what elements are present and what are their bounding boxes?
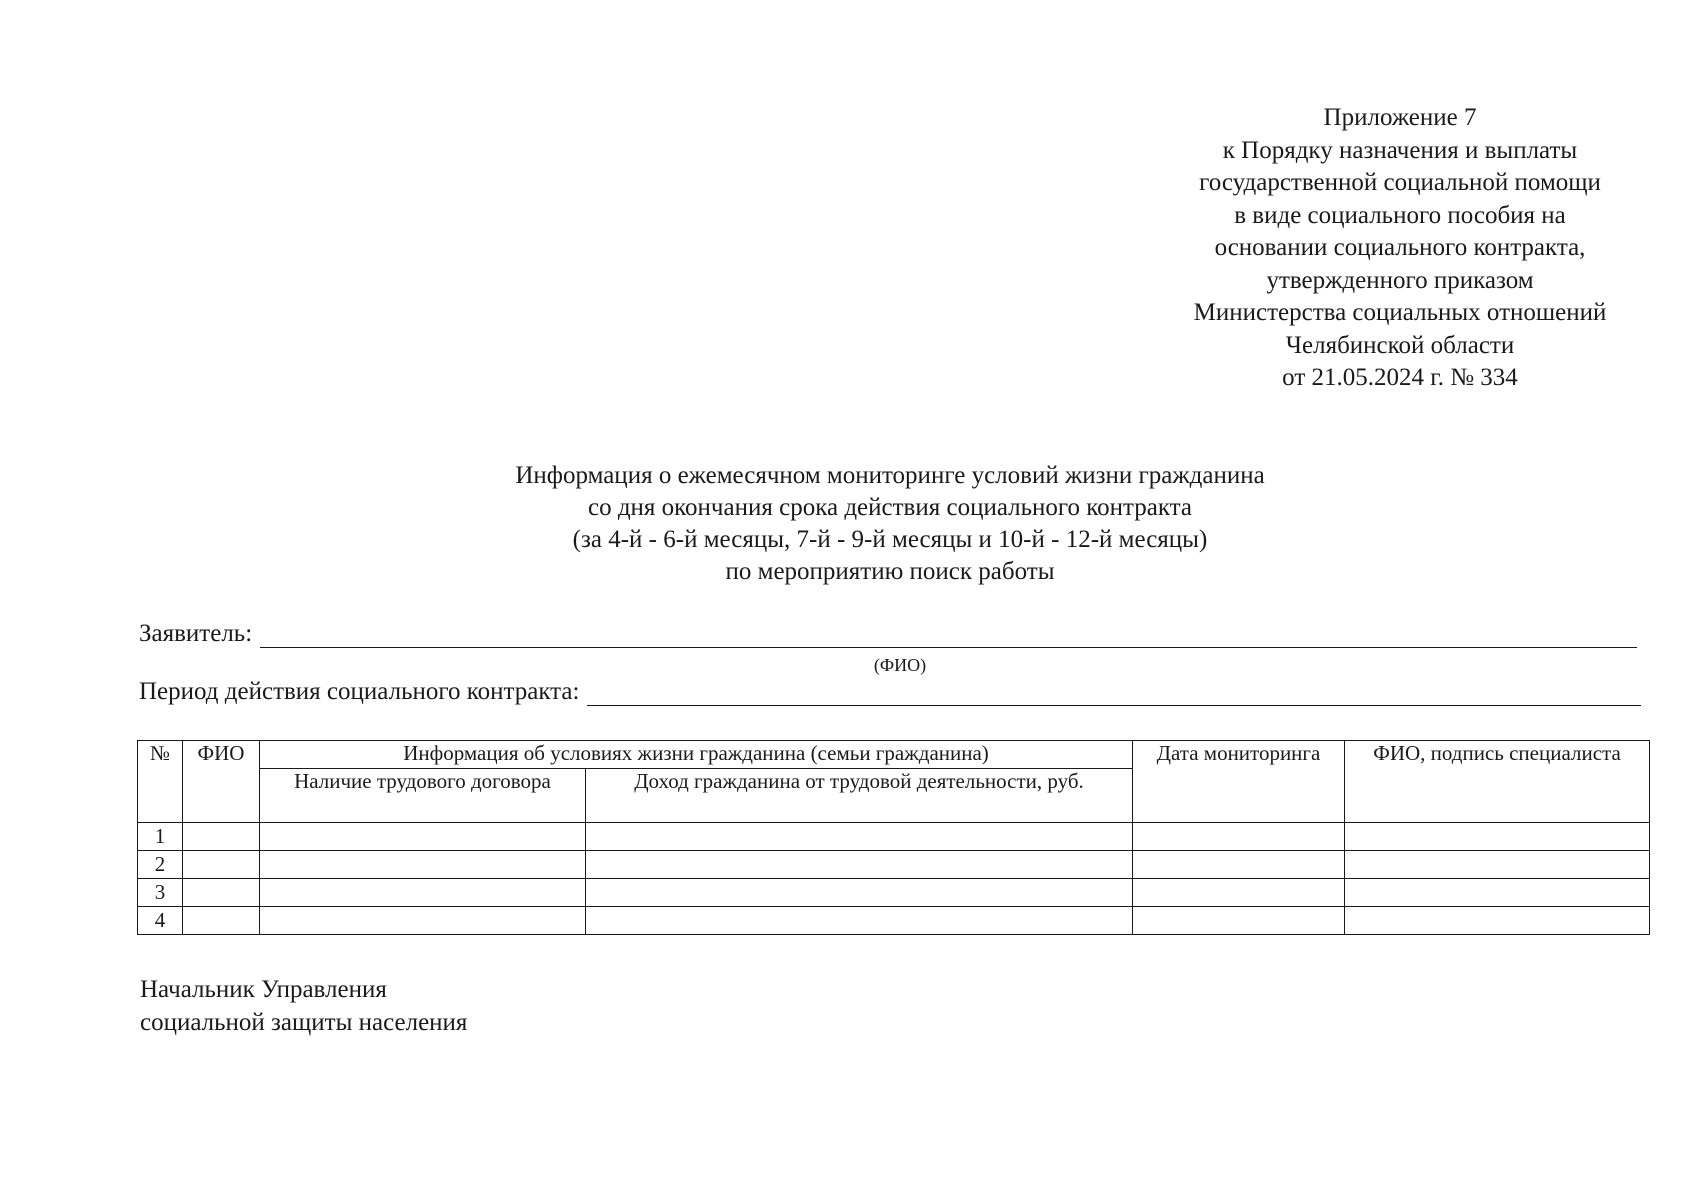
cell-specialist (1345, 907, 1650, 935)
appendix-line: от 21.05.2024 г. № 334 (1282, 364, 1518, 391)
cell-specialist (1345, 851, 1650, 879)
cell-fio (183, 851, 260, 879)
header-income: Доход гражданина от трудовой деятельности, руб. (586, 769, 1133, 823)
applicant-field (139, 620, 1637, 648)
table-row (138, 907, 1650, 935)
cell-income (586, 879, 1133, 907)
applicant-hint: (ФИО) (873, 655, 927, 675)
appendix-line: в виде социального пособия на (1234, 201, 1566, 229)
cell-contract (260, 907, 586, 935)
cell-fio (183, 907, 260, 935)
document-title (340, 460, 1440, 588)
appendix-line: государственной социальной помощи (1199, 169, 1601, 196)
signature-block (140, 974, 467, 1039)
appendix-block (1150, 102, 1650, 395)
appendix-line: Приложение 7 (1323, 104, 1477, 131)
signature-line-1: Начальник Управления (140, 976, 387, 1003)
cell-contract (260, 851, 586, 879)
cell-fio (183, 879, 260, 907)
appendix-line: Челябинской области (1285, 331, 1515, 359)
cell-date (1133, 907, 1345, 935)
signature-line-2: социальной защиты населения (140, 1008, 468, 1036)
cell-date (1133, 879, 1345, 907)
header-specialist: ФИО, подпись специалиста (1345, 741, 1650, 823)
header-date: Дата мониторинга (1133, 741, 1345, 823)
title-line: по мероприятию поиск работы (725, 558, 1055, 585)
row-number: 3 (138, 879, 183, 907)
appendix-line: основании социального контракта, (1214, 234, 1586, 261)
header-fio: ФИО (183, 741, 260, 823)
appendix-line: к Порядку назначения и выплаты (1222, 136, 1578, 164)
applicant-blank-line (260, 627, 1637, 648)
applicant-label: Заявитель: (139, 620, 253, 647)
period-blank-line (587, 685, 1641, 706)
title-line: Информация о ежемесячном мониторинге условий жизни гражданина (515, 462, 1265, 489)
cell-specialist (1345, 879, 1650, 907)
title-line: со дня окончания срока действия социального контракта (587, 494, 1193, 521)
cell-contract (260, 879, 586, 907)
row-number: 2 (138, 851, 183, 879)
header-info-group: Информация об условиях жизни гражданина (семьи гражданина) (260, 741, 1133, 769)
period-field (139, 678, 1641, 706)
cell-specialist (1345, 823, 1650, 851)
cell-income (586, 823, 1133, 851)
appendix-line: Министерства социальных отношений (1193, 299, 1607, 326)
row-number: 4 (138, 907, 183, 935)
row-number: 1 (138, 823, 183, 851)
table-row (138, 879, 1650, 907)
period-label: Период действия социального контракта: (139, 678, 580, 705)
header-contract: Наличие трудового договора (260, 769, 586, 823)
cell-fio (183, 823, 260, 851)
table-row (138, 851, 1650, 879)
cell-income (586, 851, 1133, 879)
appendix-line: утвержденного приказом (1266, 266, 1534, 294)
header-number: № (138, 741, 183, 823)
table-header-row (138, 741, 1650, 769)
cell-contract (260, 823, 586, 851)
cell-date (1133, 823, 1345, 851)
cell-date (1133, 851, 1345, 879)
table-row (138, 823, 1650, 851)
monitoring-table (137, 740, 1650, 935)
cell-income (586, 907, 1133, 935)
title-line: (за 4-й - 6-й месяцы, 7-й - 9-й месяцы и 10-й - 12-й месяцы) (572, 526, 1208, 553)
